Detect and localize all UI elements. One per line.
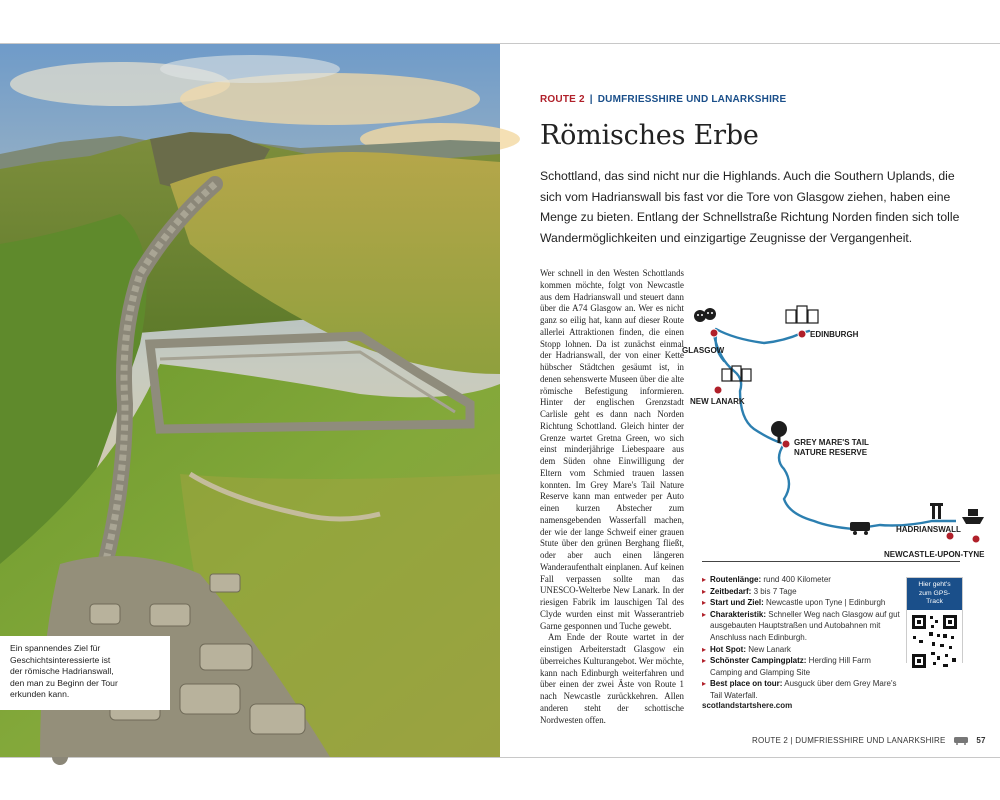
caption-line: Ein spannendes Ziel für bbox=[10, 643, 101, 653]
map-label-hadrianswall: HADRIANSWALL bbox=[896, 525, 961, 534]
website-link[interactable]: scotlandstartshere.com bbox=[702, 701, 793, 710]
fact-item: ▸ Schönster Campingplatz: Herding Hill Farm Camping and Glamping Site bbox=[702, 655, 902, 678]
map-label-grey-mare-1: GREY MARE'S TAIL bbox=[794, 438, 869, 447]
grey-mares-tail-pin bbox=[782, 440, 790, 448]
page-title: Römisches Erbe bbox=[540, 120, 759, 151]
gps-qr-box[interactable] bbox=[906, 577, 963, 663]
article-page bbox=[500, 44, 1000, 757]
qr-code-icon[interactable] bbox=[907, 610, 962, 673]
body-text bbox=[540, 268, 684, 726]
glasgow-pin bbox=[710, 329, 718, 337]
roman-column-icon bbox=[930, 503, 943, 519]
magazine-spread bbox=[0, 43, 1000, 758]
page-footer bbox=[752, 736, 986, 745]
camper-icon bbox=[954, 736, 968, 745]
fact-item: ▸ Start und Ziel: Newcastle upon Tyne | Edinburgh bbox=[702, 597, 902, 609]
divider bbox=[702, 561, 960, 562]
route-facts bbox=[702, 574, 902, 702]
caption-line: erkunden kann. bbox=[10, 689, 70, 700]
route-label: ROUTE 2 bbox=[540, 94, 585, 105]
fact-item: ▸ Hot Spot: New Lanark bbox=[702, 644, 902, 656]
map-label-glasgow: GLASGOW bbox=[682, 346, 725, 355]
route-header bbox=[540, 94, 786, 105]
photo-caption bbox=[0, 636, 170, 710]
footer-region: DUMFRIESSHIRE UND LANARKSHIRE bbox=[795, 736, 946, 745]
fact-item: ▸ Zeitbedarf: 3 bis 7 Tage bbox=[702, 586, 902, 598]
lead-paragraph: Schottland, das sind nicht nur die Highlands. Auch die Southern Uplands, die sich vom Hadrianswall bis fast vor die Tore von Glasgow ziehen, haben eine Menge zu bieten. Entlang der Schnellstraße Richtung Norden finden sich tolle Wandermöglichkeiten und einzigartige Zeugnisse der Vergangenheit. bbox=[540, 169, 960, 245]
fact-item: ▸ Best place on tour: Ausguck über dem Grey Mare's Tail Waterfall. bbox=[702, 678, 902, 701]
map-label-grey-mare-2: NATURE RESERVE bbox=[794, 448, 868, 457]
camper-van-icon bbox=[850, 522, 870, 535]
page-number: 57 bbox=[976, 736, 986, 745]
edinburgh-pin bbox=[798, 330, 806, 338]
new-lanark-pin bbox=[714, 386, 722, 394]
footer-separator: | bbox=[790, 736, 793, 745]
header-separator: | bbox=[589, 94, 593, 105]
caption-line: den man zu Beginn der Tour bbox=[10, 677, 118, 688]
body-paragraph: Wer schnell in den Westen Schottlands kommen möchte, folgt von Newcastle aus dem Hadrianswall und steuert dann über die A74 Glasgow an. Wer es nicht ganz so eilig hat, kann auf dieser Route allerlei Attraktionen finden, die einen Stopp lohnen. Da ist zunächst einmal der Hadrianswall, der von einer Kette hübscher Städtchen gesäumt ist, in denen sehenswerte Museen über die alte römische Befestigung informieren. Hinter der englischen Grenzstadt Carlisle geht es dann nach Norden Richtung Schottland. Gleich hinter der Grenze wartet Gretna Green, wo sich einst minderjährige Liebespaare aus dem Süden ohne Einwilligung der Eltern vom Schmied trauen lassen konnten. Im Grey Mare's Tail Nature Reserve kann man entweder per Auto einen kurzen Abstecher zum namensgebenden Wasserfall machen, der wie der lange Schweif einer grauen Stute über den grünen Berghang fließt, oder aber auch einen längeren Wanderaufenthalt einplanen. Auf keinen Fall verpassen sollte man das UNESCO-Welterbe New Lanark. In der riesigen Fabrik im lauschigen Tal des Clyde wurden einst mit Wasserantrieb Garne gesponnen und Tuche gewebt. bbox=[540, 268, 684, 631]
caption-line: Geschichtsinteressierte ist bbox=[10, 654, 111, 665]
region-label: DUMFRIESSHIRE UND LANARKSHIRE bbox=[597, 94, 787, 105]
footer-route: ROUTE 2 bbox=[752, 736, 789, 745]
gps-heading: Hier geht's zum GPS-Track bbox=[907, 578, 962, 610]
map-label-newcastle: NEWCASTLE-UPON-TYNE bbox=[884, 550, 985, 559]
fact-item: ▸ Charakteristik: Schneller Weg nach Glasgow auf gut ausgebauten Hauptstraßen und Autobahnen mit Anschluss nach Edinburgh. bbox=[702, 609, 902, 644]
map-label-new-lanark: NEW LANARK bbox=[690, 397, 745, 406]
fact-item: ▸ Routenlänge: rund 400 Kilometer bbox=[702, 574, 902, 586]
newcastle-pin bbox=[972, 535, 980, 543]
body-paragraph: Am Ende der Route wartet in der einstigen Arbeiterstadt Glasgow ein überreiches Kulturangebot. Wer möchte, kann nach Edinburgh weiterfahren und über einen der zwei Äste von Route 1 nach Newcastle zurückkehren. Allen anderen steht der schottische Nordwesten offen. bbox=[540, 632, 684, 725]
caption-line: der römische Hadrianswall, bbox=[10, 666, 114, 677]
route-map bbox=[674, 259, 994, 559]
map-label-edinburgh: EDINBURGH bbox=[810, 330, 859, 339]
ship-icon bbox=[962, 509, 984, 524]
city-buildings-icon bbox=[786, 306, 818, 323]
hadrians-wall-photo bbox=[0, 44, 500, 757]
theatre-masks-icon bbox=[694, 308, 716, 322]
